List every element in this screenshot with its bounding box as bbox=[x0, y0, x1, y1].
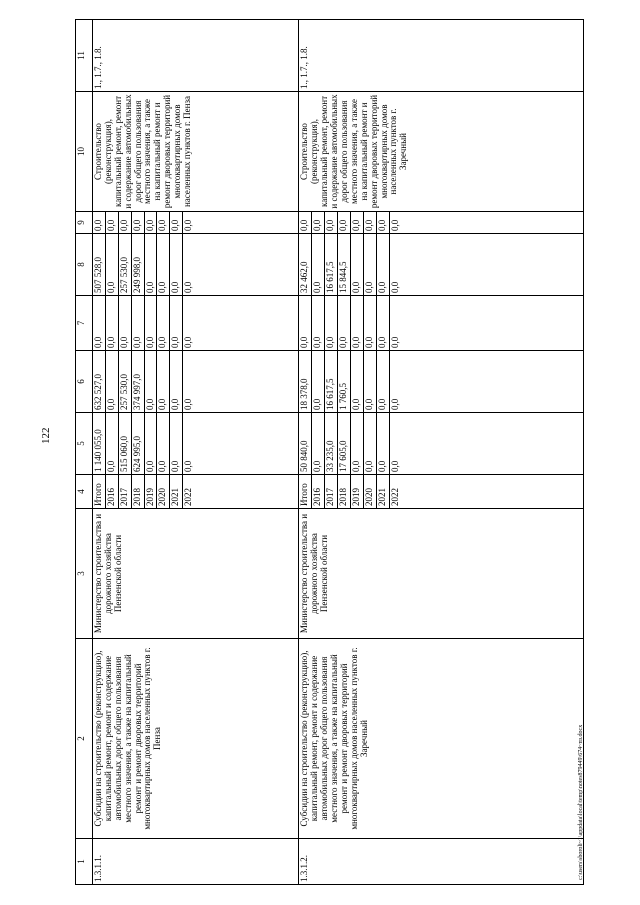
value-cell-col8: 15 844,5 bbox=[338, 234, 351, 296]
value-cell-col8: 0,0 bbox=[170, 234, 183, 296]
header-col-8: 8 bbox=[76, 234, 93, 296]
header-col-2: 2 bbox=[76, 639, 93, 839]
value-cell-col9: 0,0 bbox=[325, 212, 338, 234]
value-cell-col9: 0,0 bbox=[105, 212, 118, 234]
value-cell-col8: 249 998,0 bbox=[131, 234, 144, 296]
value-cell-col6: 0,0 bbox=[376, 351, 389, 413]
value-cell-col9: 0,0 bbox=[183, 212, 299, 234]
value-cell-col9: 0,0 bbox=[144, 212, 157, 234]
value-cell-col6: 16 617,5 bbox=[325, 351, 338, 413]
value-cell-col5: 0,0 bbox=[389, 413, 583, 475]
value-cell-col5: 515 060,0 bbox=[118, 413, 131, 475]
value-cell-col8: 0,0 bbox=[350, 234, 363, 296]
value-cell-col5: 0,0 bbox=[157, 413, 170, 475]
value-cell-col6: 0,0 bbox=[312, 351, 325, 413]
header-col-7: 7 bbox=[76, 296, 93, 351]
value-cell-col9: 0,0 bbox=[157, 212, 170, 234]
row-indicators: 1., 1.7., 1.8. bbox=[299, 20, 584, 92]
year-cell: 2018 bbox=[131, 475, 144, 509]
value-cell-col9: 0,0 bbox=[338, 212, 351, 234]
value-cell-col8: 0,0 bbox=[363, 234, 376, 296]
row-name: Субсидии на строительство (реконструкцию), капитальный ремонт, ремонт и содержание автомобильных дорог общего пользования местного значения, а также на капитальный ремонт и ремонт дворовых территорий многоквартирных домов населенных пунктов г. Заречный bbox=[299, 639, 584, 839]
value-cell-col8: 0,0 bbox=[105, 234, 118, 296]
value-cell-col8: 32 462,0 bbox=[299, 234, 312, 296]
value-cell-col7: 0,0 bbox=[131, 296, 144, 351]
header-col-11: 11 bbox=[76, 20, 93, 92]
year-cell: Итого bbox=[93, 475, 106, 509]
value-cell-col7: 0,0 bbox=[376, 296, 389, 351]
value-cell-col8: 0,0 bbox=[144, 234, 157, 296]
year-cell: 2017 bbox=[325, 475, 338, 509]
header-col-1: 1 bbox=[76, 839, 93, 885]
header-col-3: 3 bbox=[76, 509, 93, 639]
value-cell-col6: 0,0 bbox=[144, 351, 157, 413]
footer-file-path: c:\users\sboroli~1\appdata\local\temp\notes879449\674~пз.docx bbox=[578, 724, 584, 880]
value-cell-col8: 0,0 bbox=[389, 234, 583, 296]
value-cell-col9: 0,0 bbox=[376, 212, 389, 234]
year-cell: Итого bbox=[299, 475, 312, 509]
value-cell-col7: 0,0 bbox=[105, 296, 118, 351]
value-cell-col5: 33 235,0 bbox=[325, 413, 338, 475]
value-cell-col6: 374 997,0 bbox=[131, 351, 144, 413]
row-code: 1.3.1.1. bbox=[93, 839, 299, 885]
value-cell-col5: 0,0 bbox=[350, 413, 363, 475]
row-purpose: Строительство (реконструкция), капитальный ремонт, ремонт и содержание автомобильных дорог общего пользования местного значения, а также на капитальный ремонт и ремонт дворовых территорий многоквартирных домов населенных пунктов г. Заречный bbox=[299, 92, 584, 212]
value-cell-col5: 0,0 bbox=[312, 413, 325, 475]
value-cell-col7: 0,0 bbox=[183, 296, 299, 351]
row-code: 1.3.1.2. bbox=[299, 839, 584, 885]
table-row bbox=[93, 20, 106, 885]
value-cell-col6: 257 530,0 bbox=[118, 351, 131, 413]
header-col-9: 9 bbox=[76, 212, 93, 234]
value-cell-col7: 0,0 bbox=[118, 296, 131, 351]
value-cell-col7: 0,0 bbox=[170, 296, 183, 351]
row-name: Субсидии на строительство (реконструкцию), капитальный ремонт, ремонт и содержание автомобильных дорог общего пользования местного значения, а также на капитальный ремонт и ремонт дворовых территорий многоквартирных домов населенных пунктов г. Пенза bbox=[93, 639, 299, 839]
value-cell-col5: 0,0 bbox=[105, 413, 118, 475]
value-cell-col6: 0,0 bbox=[350, 351, 363, 413]
value-cell-col9: 0,0 bbox=[312, 212, 325, 234]
row-executor: Министерство строительства и дорожного хозяйства Пензенской области bbox=[299, 509, 584, 639]
value-cell-col9: 0,0 bbox=[363, 212, 376, 234]
year-cell: 2019 bbox=[350, 475, 363, 509]
value-cell-col7: 0,0 bbox=[312, 296, 325, 351]
value-cell-col7: 0,0 bbox=[325, 296, 338, 351]
year-cell: 2020 bbox=[157, 475, 170, 509]
program-table bbox=[75, 19, 584, 885]
value-cell-col5: 0,0 bbox=[183, 413, 299, 475]
value-cell-col5: 50 840,0 bbox=[299, 413, 312, 475]
value-cell-col6: 0,0 bbox=[105, 351, 118, 413]
value-cell-col7: 0,0 bbox=[363, 296, 376, 351]
value-cell-col6: 632 527,0 bbox=[93, 351, 106, 413]
value-cell-col6: 18 378,0 bbox=[299, 351, 312, 413]
page-number: 122 bbox=[40, 427, 52, 444]
value-cell-col7: 0,0 bbox=[144, 296, 157, 351]
value-cell-col7: 0,0 bbox=[389, 296, 583, 351]
value-cell-col6: 0,0 bbox=[363, 351, 376, 413]
year-cell: 2016 bbox=[312, 475, 325, 509]
value-cell-col8: 0,0 bbox=[183, 234, 299, 296]
value-cell-col7: 0,0 bbox=[338, 296, 351, 351]
value-cell-col5: 0,0 bbox=[170, 413, 183, 475]
value-cell-col8: 257 530,0 bbox=[118, 234, 131, 296]
table-row bbox=[299, 20, 312, 885]
value-cell-col6: 0,0 bbox=[170, 351, 183, 413]
value-cell-col6: 0,0 bbox=[183, 351, 299, 413]
row-indicators: 1., 1.7., 1.8. bbox=[93, 20, 299, 92]
year-cell: 2020 bbox=[363, 475, 376, 509]
value-cell-col7: 0,0 bbox=[299, 296, 312, 351]
year-cell: 2017 bbox=[118, 475, 131, 509]
value-cell-col5: 17 605,0 bbox=[338, 413, 351, 475]
value-cell-col8: 16 617,5 bbox=[325, 234, 338, 296]
year-cell: 2021 bbox=[170, 475, 183, 509]
year-cell: 2021 bbox=[376, 475, 389, 509]
year-cell: 2022 bbox=[183, 475, 299, 509]
rotated-table-container bbox=[75, 20, 584, 885]
value-cell-col5: 0,0 bbox=[144, 413, 157, 475]
row-purpose: Строительство (реконструкция), капитальный ремонт, ремонт и содержание автомобильных дорог общего пользования местного значения, а также на капитальный ремонт и ремонт дворовых территорий многоквартирных домов населенных пунктов г. Пенза bbox=[93, 92, 299, 212]
value-cell-col7: 0,0 bbox=[93, 296, 106, 351]
value-cell-col9: 0,0 bbox=[389, 212, 583, 234]
value-cell-col9: 0,0 bbox=[350, 212, 363, 234]
value-cell-col9: 0,0 bbox=[93, 212, 106, 234]
header-col-5: 5 bbox=[76, 413, 93, 475]
value-cell-col8: 0,0 bbox=[376, 234, 389, 296]
value-cell-col5: 0,0 bbox=[363, 413, 376, 475]
value-cell-col7: 0,0 bbox=[350, 296, 363, 351]
value-cell-col5: 1 140 055,0 bbox=[93, 413, 106, 475]
value-cell-col9: 0,0 bbox=[118, 212, 131, 234]
value-cell-col9: 0,0 bbox=[299, 212, 312, 234]
header-col-10: 10 bbox=[76, 92, 93, 212]
value-cell-col5: 0,0 bbox=[376, 413, 389, 475]
value-cell-col9: 0,0 bbox=[131, 212, 144, 234]
value-cell-col9: 0,0 bbox=[170, 212, 183, 234]
value-cell-col8: 0,0 bbox=[157, 234, 170, 296]
year-cell: 2022 bbox=[389, 475, 583, 509]
year-cell: 2018 bbox=[338, 475, 351, 509]
value-cell-col5: 624 995,0 bbox=[131, 413, 144, 475]
header-col-4: 4 bbox=[76, 475, 93, 509]
value-cell-col7: 0,0 bbox=[157, 296, 170, 351]
value-cell-col6: 0,0 bbox=[157, 351, 170, 413]
header-row bbox=[76, 20, 93, 885]
value-cell-col8: 0,0 bbox=[312, 234, 325, 296]
value-cell-col8: 507 528,0 bbox=[93, 234, 106, 296]
value-cell-col6: 1 760,5 bbox=[338, 351, 351, 413]
year-cell: 2016 bbox=[105, 475, 118, 509]
value-cell-col6: 0,0 bbox=[389, 351, 583, 413]
row-executor: Министерство строительства и дорожного хозяйства Пензенской области bbox=[93, 509, 299, 639]
header-col-6: 6 bbox=[76, 351, 93, 413]
year-cell: 2019 bbox=[144, 475, 157, 509]
